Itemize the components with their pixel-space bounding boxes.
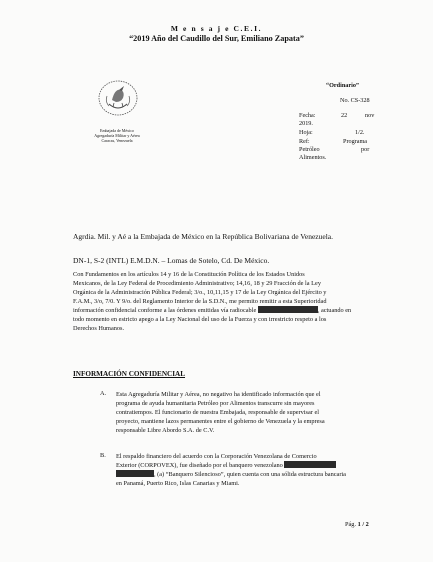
date-month: nov [365,112,375,119]
item-b-line-tail: , (a) “Banquero Silencioso”, quien cuenta con una sólida estructura bancaria [154,471,346,478]
intro-line: Orgánica de la Administración Pública Federal; 3/o., 10,11,15 y 17 de la Ley Orgánica del Ejército y [73,289,327,296]
ref-label: Ref: [299,138,310,145]
message-type-title: M e n s a j e C.E.I. [170,24,263,33]
intro-line-tail: , actuando en [317,307,352,314]
item-b-line-text: Exterior (CORPOVEX), fue diseñado por el banquero venezolano [116,462,283,469]
intro-line: Mexicanos, de la Ley Federal de Procedimiento Administrativo; 14,16, 18 y 29 Fracción de la Ley [73,280,321,287]
recipient-line: DN-1, S-2 (INTL) E.M.D.N. – Lomas de Sotelo, Cd. De México. [73,256,270,265]
year-motto: “2019 Año del Caudillo del Sur, Emiliano Zapata” [129,34,304,43]
embassy-caption [77,128,157,143]
item-a-line: contratiempos. El funcionario de nuestra Embajada, responsable de supervisar el [116,409,320,416]
item-a-line: programa de ayuda humanitaria Petróleo por Alimentos transcurre sin mayores [116,400,315,407]
intro-line-with-redaction [73,306,359,315]
redaction-bar [284,461,336,468]
attache-office: Agregaduría Militar y Aérea [94,133,140,138]
item-b-line: en Panamá, Puerto Rico, Islas Canarias y Miami. [116,480,240,487]
message-number: No. CS-328 [340,97,370,104]
item-a-line: responsable Libre Abordo S.A. de C.V. [116,427,215,434]
item-b-line-with-redaction [116,461,362,470]
item-a-text [116,390,362,435]
item-a-line: Esta Agregaduría Militar y Aérea, no negativo ha identificado información que el [116,391,321,398]
date-label: Fecha: [299,112,316,119]
item-b-line-with-redaction [116,470,362,479]
intro-line-text: información confidencial conforme a las órdenes emitidas vía radiocable [73,307,257,314]
item-a-letter: A. [100,390,107,397]
ref-value-2b: por [361,146,370,153]
date-year: 2019. [299,120,313,127]
intro-line: Derechos Humanos. [73,325,125,332]
page-indicator [345,521,369,528]
redaction-bar [116,470,154,477]
sheet-value: 1/2. [355,129,365,136]
item-b-text [116,452,362,488]
ref-value-1: Programa [343,138,368,145]
item-b-letter: B. [100,452,106,459]
page-number: 1 / 2 [357,521,369,528]
item-b-line: El respaldo financiero del acuerdo con la Corporación Venezolana de Comercio [116,453,317,460]
intro-line: Con Fundamentos en los artículos 14 y 16 de la Constitución Política de los Estados Unidos [73,271,305,278]
section-heading: INFORMACIÓN CONFIDENCIAL [73,370,186,378]
addressee-line: Agrdia. Mil. y Aé a la Embajada de México en la República Bolivariana de Venezuela. [73,232,333,241]
mexico-seal-icon [97,78,139,118]
page-label: Pág. [345,521,357,528]
ref-value-2a: Petróleo [299,146,320,153]
ref-value-3: Alimentos. [299,154,327,161]
date-day: 22 [341,112,348,119]
classification-label: “Ordinario” [326,82,360,89]
intro-line: F.A.M., 3/o, 7/0. Y 9/o. del Reglamento Interior de la S.D.N., me permito remitir a esta Superioridad [73,298,327,305]
embassy-name: Embajada de México [100,128,134,133]
embassy-city: Caracas, Venezuela [101,138,133,143]
intro-line: todo momento en estricto apego a la Ley Nacional del uso de la Fuerza y con irrestricto respeto a los [73,316,327,323]
redaction-bar [258,306,318,313]
sheet-label: Hoja: [299,129,313,136]
intro-paragraph [73,270,359,333]
item-a-line: proyecto, mantiene lazos permanentes entre el gobierno de Venezuela y la empresa [116,418,325,425]
